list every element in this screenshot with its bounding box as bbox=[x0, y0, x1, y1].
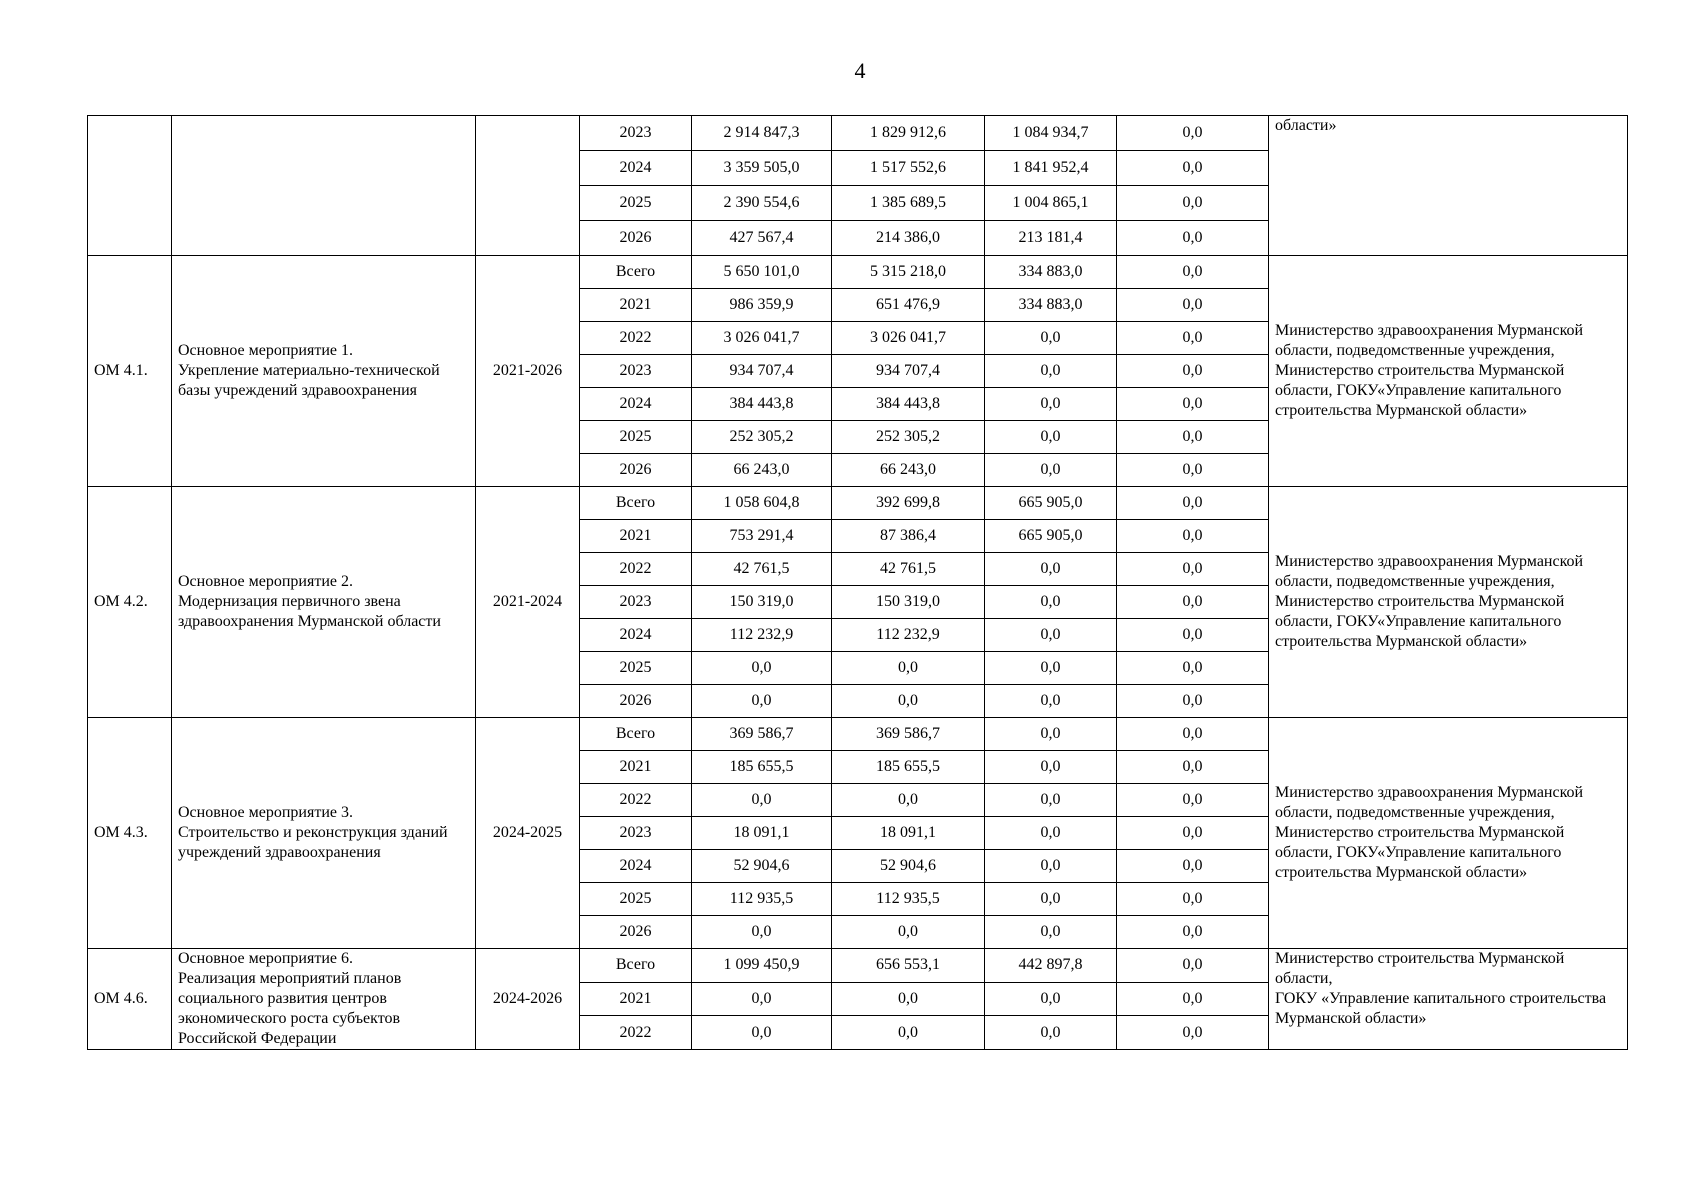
amount-total-cell: 0,0 bbox=[692, 685, 832, 718]
amount-regional-cell: 1 517 552,6 bbox=[832, 151, 985, 186]
year-cell: 2023 bbox=[580, 817, 692, 850]
amount-federal-cell: 334 883,0 bbox=[985, 289, 1117, 322]
year-cell: 2024 bbox=[580, 619, 692, 652]
amount-federal-cell: 0,0 bbox=[985, 553, 1117, 586]
measure-code: ОМ 4.2. bbox=[88, 487, 172, 718]
amount-total-cell: 5 650 101,0 bbox=[692, 256, 832, 289]
measure-name: Основное мероприятие 2. Модернизация первичного звена здравоохранения Мурманской области bbox=[172, 487, 476, 718]
amount-federal-cell: 1 841 952,4 bbox=[985, 151, 1117, 186]
amount-regional-cell: 112 232,9 bbox=[832, 619, 985, 652]
amount-other-cell: 0,0 bbox=[1117, 487, 1269, 520]
amount-regional-cell: 392 699,8 bbox=[832, 487, 985, 520]
measure-period: 2024-2025 bbox=[476, 718, 580, 949]
amount-federal-cell: 0,0 bbox=[985, 982, 1117, 1016]
measure-period bbox=[476, 116, 580, 256]
amount-other-cell: 0,0 bbox=[1117, 685, 1269, 718]
amount-federal-cell: 0,0 bbox=[985, 421, 1117, 454]
amount-regional-cell: 150 319,0 bbox=[832, 586, 985, 619]
amount-federal-cell: 0,0 bbox=[985, 388, 1117, 421]
amount-federal-cell: 0,0 bbox=[985, 883, 1117, 916]
amount-regional-cell: 112 935,5 bbox=[832, 883, 985, 916]
amount-regional-cell: 934 707,4 bbox=[832, 355, 985, 388]
amount-total-cell: 42 761,5 bbox=[692, 553, 832, 586]
amount-total-cell: 369 586,7 bbox=[692, 718, 832, 751]
measure-name: Основное мероприятие 6. Реализация мероприятий планов социального развития центров экономического роста субъектов Российской Федерации bbox=[172, 949, 476, 1050]
amount-total-cell: 66 243,0 bbox=[692, 454, 832, 487]
executor-cell: области» bbox=[1269, 116, 1628, 256]
year-cell: Всего bbox=[580, 718, 692, 751]
amount-total-cell: 427 567,4 bbox=[692, 221, 832, 256]
executor-cell: Министерство здравоохранения Мурманской области, подведомственные учреждения, Министерство строительства Мурманской области, ГОКУ«Управление капитального строительства Мурманской области» bbox=[1269, 487, 1628, 718]
amount-federal-cell: 0,0 bbox=[985, 619, 1117, 652]
amount-regional-cell: 0,0 bbox=[832, 685, 985, 718]
year-cell: 2026 bbox=[580, 916, 692, 949]
year-cell: 2024 bbox=[580, 850, 692, 883]
year-cell: 2023 bbox=[580, 116, 692, 151]
amount-total-cell: 753 291,4 bbox=[692, 520, 832, 553]
amount-total-cell: 0,0 bbox=[692, 1016, 832, 1050]
amount-total-cell: 2 390 554,6 bbox=[692, 186, 832, 221]
amount-other-cell: 0,0 bbox=[1117, 256, 1269, 289]
amount-regional-cell: 185 655,5 bbox=[832, 751, 985, 784]
amount-other-cell: 0,0 bbox=[1117, 322, 1269, 355]
amount-other-cell: 0,0 bbox=[1117, 1016, 1269, 1050]
amount-federal-cell: 334 883,0 bbox=[985, 256, 1117, 289]
amount-other-cell: 0,0 bbox=[1117, 586, 1269, 619]
measure-period: 2021-2026 bbox=[476, 256, 580, 487]
table-body bbox=[88, 116, 1628, 1050]
year-cell: 2021 bbox=[580, 751, 692, 784]
measure-code bbox=[88, 116, 172, 256]
year-cell: 2025 bbox=[580, 421, 692, 454]
amount-federal-cell: 0,0 bbox=[985, 850, 1117, 883]
amount-total-cell: 934 707,4 bbox=[692, 355, 832, 388]
amount-federal-cell: 0,0 bbox=[985, 322, 1117, 355]
amount-other-cell: 0,0 bbox=[1117, 883, 1269, 916]
amount-other-cell: 0,0 bbox=[1117, 817, 1269, 850]
amount-other-cell: 0,0 bbox=[1117, 553, 1269, 586]
measure-name: Основное мероприятие 3. Строительство и реконструкция зданий учреждений здравоохранения bbox=[172, 718, 476, 949]
amount-federal-cell: 1 004 865,1 bbox=[985, 186, 1117, 221]
measure-period: 2024-2026 bbox=[476, 949, 580, 1050]
amount-federal-cell: 0,0 bbox=[985, 916, 1117, 949]
amount-regional-cell: 656 553,1 bbox=[832, 949, 985, 983]
year-cell: 2026 bbox=[580, 454, 692, 487]
year-cell: 2025 bbox=[580, 652, 692, 685]
amount-regional-cell: 369 586,7 bbox=[832, 718, 985, 751]
amount-other-cell: 0,0 bbox=[1117, 784, 1269, 817]
amount-regional-cell: 66 243,0 bbox=[832, 454, 985, 487]
measure-code: ОМ 4.6. bbox=[88, 949, 172, 1050]
amount-regional-cell: 0,0 bbox=[832, 784, 985, 817]
table-row bbox=[88, 256, 1628, 289]
amount-other-cell: 0,0 bbox=[1117, 221, 1269, 256]
amount-federal-cell: 665 905,0 bbox=[985, 520, 1117, 553]
amount-total-cell: 112 232,9 bbox=[692, 619, 832, 652]
amount-other-cell: 0,0 bbox=[1117, 388, 1269, 421]
year-cell: Всего bbox=[580, 949, 692, 983]
amount-regional-cell: 214 386,0 bbox=[832, 221, 985, 256]
amount-federal-cell: 0,0 bbox=[985, 586, 1117, 619]
table-row bbox=[88, 487, 1628, 520]
amount-total-cell: 112 935,5 bbox=[692, 883, 832, 916]
year-cell: 2022 bbox=[580, 1016, 692, 1050]
amount-total-cell: 0,0 bbox=[692, 916, 832, 949]
amount-total-cell: 1 099 450,9 bbox=[692, 949, 832, 983]
amount-total-cell: 52 904,6 bbox=[692, 850, 832, 883]
year-cell: 2021 bbox=[580, 289, 692, 322]
amount-other-cell: 0,0 bbox=[1117, 355, 1269, 388]
year-cell: 2025 bbox=[580, 883, 692, 916]
amount-total-cell: 384 443,8 bbox=[692, 388, 832, 421]
amount-other-cell: 0,0 bbox=[1117, 850, 1269, 883]
executor-cell: Министерство здравоохранения Мурманской области, подведомственные учреждения, Министерство строительства Мурманской области, ГОКУ«Управление капитального строительства Мурманской области» bbox=[1269, 718, 1628, 949]
amount-federal-cell: 0,0 bbox=[985, 817, 1117, 850]
amount-federal-cell: 0,0 bbox=[985, 1016, 1117, 1050]
amount-other-cell: 0,0 bbox=[1117, 186, 1269, 221]
year-cell: 2024 bbox=[580, 151, 692, 186]
amount-total-cell: 0,0 bbox=[692, 982, 832, 1016]
amount-federal-cell: 442 897,8 bbox=[985, 949, 1117, 983]
amount-regional-cell: 3 026 041,7 bbox=[832, 322, 985, 355]
amount-total-cell: 0,0 bbox=[692, 784, 832, 817]
measure-name: Основное мероприятие 1. Укрепление материально-технической базы учреждений здравоохранения bbox=[172, 256, 476, 487]
amount-other-cell: 0,0 bbox=[1117, 116, 1269, 151]
amount-other-cell: 0,0 bbox=[1117, 949, 1269, 983]
measure-name bbox=[172, 116, 476, 256]
amount-regional-cell: 52 904,6 bbox=[832, 850, 985, 883]
year-cell: Всего bbox=[580, 256, 692, 289]
amount-total-cell: 18 091,1 bbox=[692, 817, 832, 850]
amount-federal-cell: 0,0 bbox=[985, 454, 1117, 487]
amount-regional-cell: 252 305,2 bbox=[832, 421, 985, 454]
amount-other-cell: 0,0 bbox=[1117, 151, 1269, 186]
amount-federal-cell: 0,0 bbox=[985, 751, 1117, 784]
amount-regional-cell: 384 443,8 bbox=[832, 388, 985, 421]
amount-total-cell: 3 026 041,7 bbox=[692, 322, 832, 355]
year-cell: Всего bbox=[580, 487, 692, 520]
amount-other-cell: 0,0 bbox=[1117, 652, 1269, 685]
amount-total-cell: 2 914 847,3 bbox=[692, 116, 832, 151]
amount-other-cell: 0,0 bbox=[1117, 520, 1269, 553]
amount-total-cell: 150 319,0 bbox=[692, 586, 832, 619]
amount-other-cell: 0,0 bbox=[1117, 751, 1269, 784]
amount-other-cell: 0,0 bbox=[1117, 289, 1269, 322]
amount-other-cell: 0,0 bbox=[1117, 421, 1269, 454]
year-cell: 2021 bbox=[580, 520, 692, 553]
amount-total-cell: 1 058 604,8 bbox=[692, 487, 832, 520]
amount-total-cell: 185 655,5 bbox=[692, 751, 832, 784]
amount-regional-cell: 0,0 bbox=[832, 1016, 985, 1050]
year-cell: 2024 bbox=[580, 388, 692, 421]
amount-other-cell: 0,0 bbox=[1117, 619, 1269, 652]
amount-federal-cell: 0,0 bbox=[985, 718, 1117, 751]
amount-other-cell: 0,0 bbox=[1117, 916, 1269, 949]
funding-table bbox=[87, 115, 1628, 1050]
amount-regional-cell: 0,0 bbox=[832, 982, 985, 1016]
measure-code: ОМ 4.1. bbox=[88, 256, 172, 487]
table-row bbox=[88, 718, 1628, 751]
year-cell: 2022 bbox=[580, 553, 692, 586]
amount-other-cell: 0,0 bbox=[1117, 718, 1269, 751]
amount-regional-cell: 1 385 689,5 bbox=[832, 186, 985, 221]
measure-code: ОМ 4.3. bbox=[88, 718, 172, 949]
amount-other-cell: 0,0 bbox=[1117, 454, 1269, 487]
amount-federal-cell: 665 905,0 bbox=[985, 487, 1117, 520]
executor-cell: Министерство здравоохранения Мурманской области, подведомственные учреждения, Министерство строительства Мурманской области, ГОКУ«Управление капитального строительства Мурманской области» bbox=[1269, 256, 1628, 487]
amount-federal-cell: 1 084 934,7 bbox=[985, 116, 1117, 151]
amount-federal-cell: 0,0 bbox=[985, 652, 1117, 685]
amount-regional-cell: 1 829 912,6 bbox=[832, 116, 985, 151]
executor-cell: Министерство строительства Мурманской области, ГОКУ «Управление капитального строительства Мурманской области» bbox=[1269, 949, 1628, 1050]
year-cell: 2021 bbox=[580, 982, 692, 1016]
year-cell: 2022 bbox=[580, 784, 692, 817]
amount-federal-cell: 0,0 bbox=[985, 685, 1117, 718]
amount-other-cell: 0,0 bbox=[1117, 982, 1269, 1016]
amount-regional-cell: 18 091,1 bbox=[832, 817, 985, 850]
year-cell: 2023 bbox=[580, 586, 692, 619]
year-cell: 2022 bbox=[580, 322, 692, 355]
amount-total-cell: 986 359,9 bbox=[692, 289, 832, 322]
amount-federal-cell: 213 181,4 bbox=[985, 221, 1117, 256]
amount-regional-cell: 651 476,9 bbox=[832, 289, 985, 322]
page-number: 4 bbox=[854, 58, 866, 83]
amount-total-cell: 0,0 bbox=[692, 652, 832, 685]
year-cell: 2026 bbox=[580, 685, 692, 718]
year-cell: 2025 bbox=[580, 186, 692, 221]
amount-federal-cell: 0,0 bbox=[985, 355, 1117, 388]
amount-total-cell: 252 305,2 bbox=[692, 421, 832, 454]
year-cell: 2026 bbox=[580, 221, 692, 256]
amount-total-cell: 3 359 505,0 bbox=[692, 151, 832, 186]
amount-regional-cell: 0,0 bbox=[832, 652, 985, 685]
amount-regional-cell: 42 761,5 bbox=[832, 553, 985, 586]
table-row bbox=[88, 949, 1628, 983]
table-row bbox=[88, 116, 1628, 151]
amount-regional-cell: 87 386,4 bbox=[832, 520, 985, 553]
amount-regional-cell: 5 315 218,0 bbox=[832, 256, 985, 289]
amount-regional-cell: 0,0 bbox=[832, 916, 985, 949]
year-cell: 2023 bbox=[580, 355, 692, 388]
measure-period: 2021-2024 bbox=[476, 487, 580, 718]
amount-federal-cell: 0,0 bbox=[985, 784, 1117, 817]
